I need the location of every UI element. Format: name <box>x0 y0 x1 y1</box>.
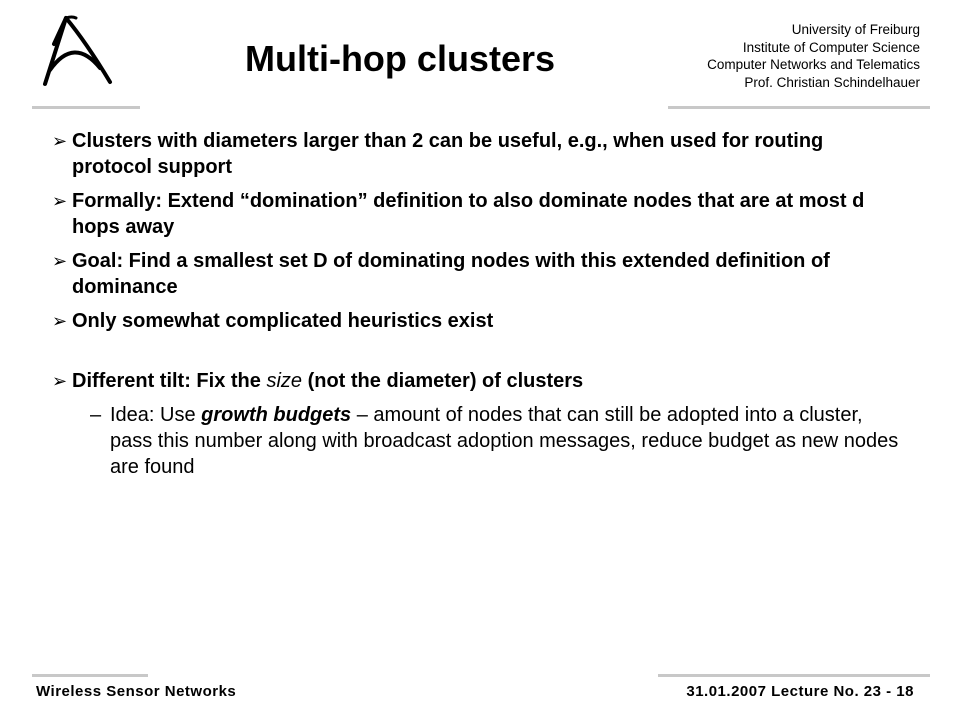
header-rule-right <box>668 106 930 109</box>
bullet-text: Only somewhat complicated heuristics exist <box>72 310 494 332</box>
bullet-arrow-icon: ➢ <box>52 311 68 331</box>
slide-title: Multi-hop clusters <box>244 38 555 79</box>
bullet-item <box>52 128 902 180</box>
institute-line: Computer Networks and Telematics <box>707 57 920 72</box>
subbullet-dash: – <box>90 404 102 426</box>
bullet-item <box>52 248 902 300</box>
bullet-text-italic: size <box>266 370 303 392</box>
bullet-text <box>72 370 583 392</box>
subbullet-prefix: Idea: Use <box>110 404 202 426</box>
bullet-text: Clusters with diameters larger than 2 can be useful, e.g., when used for routing protocol support <box>72 130 824 178</box>
footer-lecture: Lecture No. 23 - 18 <box>771 683 914 700</box>
footer-date: 31.01.2007 <box>686 683 767 700</box>
bullet-arrow-icon: ➢ <box>52 371 68 391</box>
footer-meta <box>686 683 914 700</box>
institute-line: University of Freiburg <box>791 22 920 37</box>
institute-line: Prof. Christian Schindelhauer <box>744 74 920 90</box>
bullet-arrow-icon: ➢ <box>52 251 68 271</box>
subbullet-text <box>110 402 902 480</box>
header-rule-left <box>32 106 140 109</box>
bullet-item <box>52 308 902 334</box>
institute-line: Institute of Computer Science <box>742 39 920 55</box>
subbullet-suffix: – amount of nodes that can still be adopted into a cluster, pass this number along with broadcast adoption messages, reduce budget as new nodes are found <box>110 404 899 478</box>
bullet-text: Formally: Extend “domination” definition to also dominate nodes that are at most d hops away <box>72 190 865 238</box>
bullet-arrow-icon: ➢ <box>52 191 68 211</box>
bullet-text: Goal: Find a smallest set D of dominating nodes with this extended definition of dominance <box>72 250 830 298</box>
bullet-arrow-icon: ➢ <box>52 131 68 151</box>
subbullet-emphasis: growth budgets <box>201 404 352 426</box>
bullet-list <box>52 128 902 480</box>
bullet-text-prefix: Different tilt: Fix the <box>72 370 267 392</box>
bullet-text-suffix: (not the diameter) of clusters <box>302 370 584 392</box>
footer-rule-right <box>658 674 930 677</box>
footer-rule-left <box>32 674 148 677</box>
footer-course: Wireless Sensor Networks <box>36 683 237 700</box>
bullet-item <box>52 188 902 240</box>
university-logo-icon <box>40 14 116 94</box>
bullet-item <box>52 368 902 394</box>
institute-block <box>707 21 920 91</box>
subbullet-item <box>52 402 902 480</box>
